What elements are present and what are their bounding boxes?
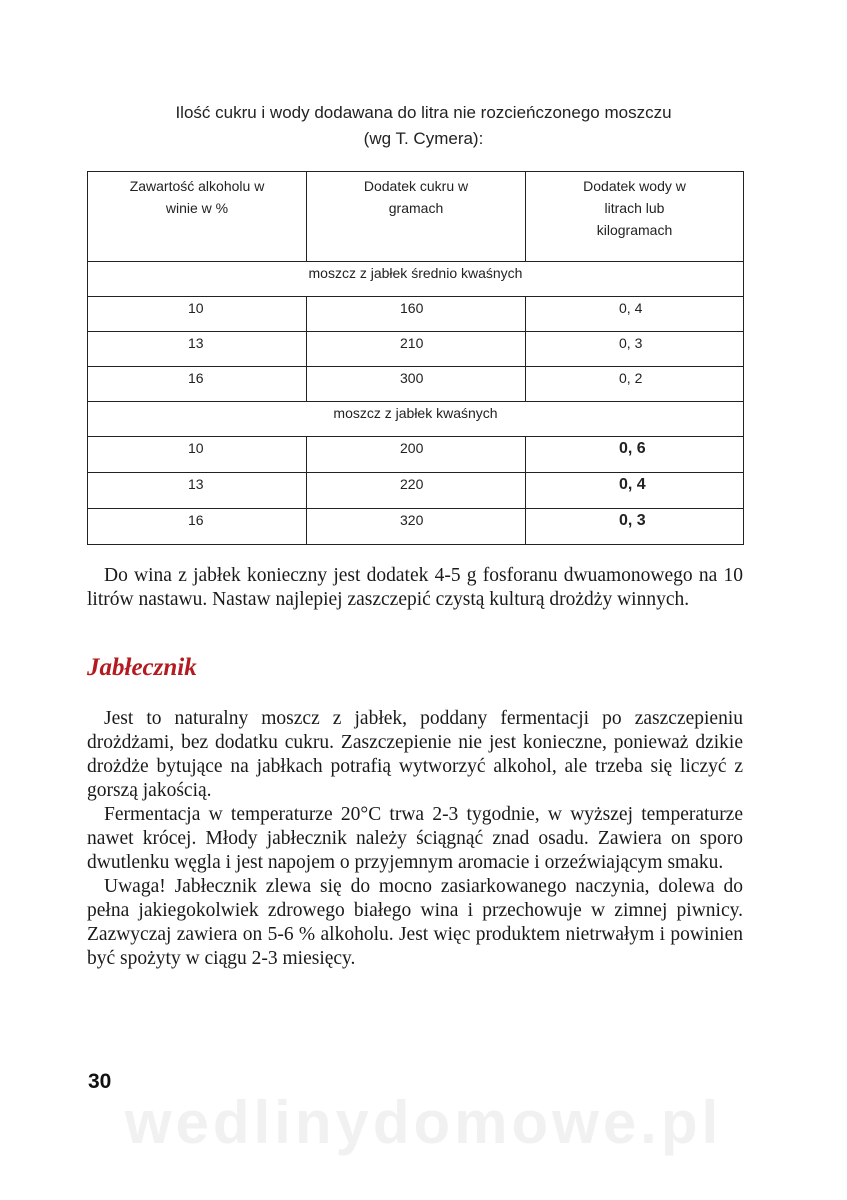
cell-sugar: 160 bbox=[307, 297, 526, 332]
cell-alcohol: 16 bbox=[88, 509, 307, 545]
header-sugar: Dodatek cukru w gramach bbox=[307, 172, 526, 262]
paragraph: Fermentacja w temperaturze 20°C trwa 2-3 tygodnie, w wyższej temperaturze nawet krócej. Młody jabłecznik należy ściągnąć znad osadu. Zawiera on sporo dwutlenku węgla i jest napojem o przyjemnym aromacie i orzeźwiającym smaku. bbox=[87, 804, 743, 873]
table-row bbox=[88, 297, 744, 332]
cell-water: 0, 2 bbox=[526, 367, 744, 402]
jablecznik-text-block bbox=[87, 707, 743, 971]
paragraph: Do wina z jabłek konieczny jest dodatek 4-5 g fosforanu dwuamonowego na 10 litrów nastawu. Nastaw najlepiej zaszczepić czystą kulturą drożdży winnych. bbox=[87, 565, 743, 610]
cell-alcohol: 10 bbox=[88, 297, 307, 332]
cell-alcohol: 13 bbox=[88, 332, 307, 367]
cell-water: 0, 4 bbox=[526, 473, 744, 509]
caption-line-1: Ilość cukru i wody dodawana do litra nie rozcieńczonego moszczu bbox=[175, 103, 672, 122]
cell-water: 0, 4 bbox=[526, 297, 744, 332]
table-caption bbox=[0, 100, 847, 152]
paragraph: Uwaga! Jabłecznik zlewa się do mocno zasiarkowanego naczynia, dolewa do pełna jakiegokolwiek zdrowego białego wina i przechowuje w zimnej piwnicy. Zazwyczaj zawiera on 5-6 % alkoholu. Jest więc produktem nietrwałym i powinien być spożyty w ciągu 2-3 miesięcy. bbox=[87, 876, 743, 969]
cell-water: 0, 6 bbox=[526, 437, 744, 473]
sugar-water-table bbox=[87, 171, 744, 545]
section-row-medium-sour bbox=[88, 262, 744, 297]
cell-sugar: 200 bbox=[307, 437, 526, 473]
section-label: moszcz z jabłek kwaśnych bbox=[88, 402, 744, 437]
cell-sugar: 320 bbox=[307, 509, 526, 545]
table-row bbox=[88, 437, 744, 473]
cell-water: 0, 3 bbox=[526, 509, 744, 545]
section-label: moszcz z jabłek średnio kwaśnych bbox=[88, 262, 744, 297]
cell-water: 0, 3 bbox=[526, 332, 744, 367]
table-row bbox=[88, 473, 744, 509]
cell-alcohol: 10 bbox=[88, 437, 307, 473]
table-row bbox=[88, 509, 744, 545]
cell-alcohol: 16 bbox=[88, 367, 307, 402]
intro-paragraph-block bbox=[87, 564, 743, 612]
caption-line-2: (wg T. Cymera): bbox=[363, 129, 484, 148]
table-header-row bbox=[88, 172, 744, 262]
header-alcohol: Zawartość alkoholu w winie w % bbox=[88, 172, 307, 262]
cell-sugar: 220 bbox=[307, 473, 526, 509]
table-row bbox=[88, 332, 744, 367]
cell-alcohol: 13 bbox=[88, 473, 307, 509]
section-row-sour bbox=[88, 402, 744, 437]
cell-sugar: 210 bbox=[307, 332, 526, 367]
paragraph: Jest to naturalny moszcz z jabłek, poddany fermentacji po zaszczepieniu drożdżami, bez dodatku cukru. Zaszczepienie nie jest konieczne, ponieważ dzikie drożdże bytujące na jabłkach potrafią wytworzyć alkohol, ale trzeba się liczyć z gorszą jakością. bbox=[87, 708, 743, 801]
cell-sugar: 300 bbox=[307, 367, 526, 402]
watermark: wedlinydomowe.pl bbox=[124, 1089, 723, 1156]
section-heading: Jabłecznik bbox=[87, 654, 197, 681]
header-water: Dodatek wody w litrach lub kilogramach bbox=[526, 172, 744, 262]
page-number: 30 bbox=[88, 1070, 112, 1093]
table-row bbox=[88, 367, 744, 402]
